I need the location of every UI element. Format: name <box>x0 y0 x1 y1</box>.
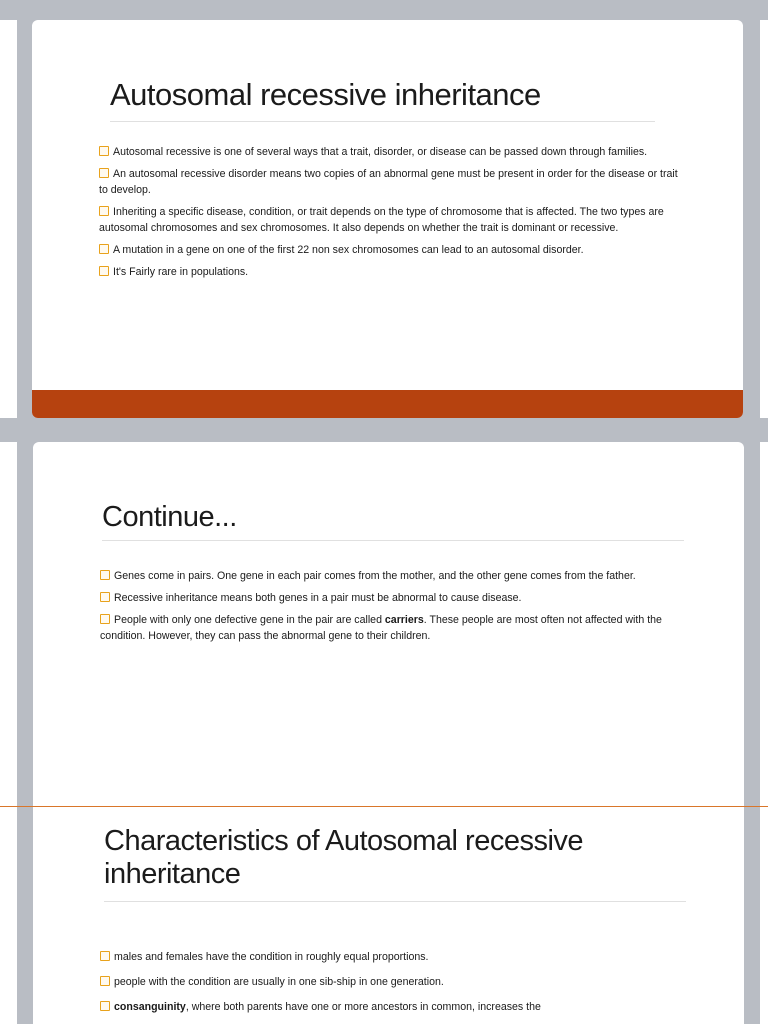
checkbox-bullet-icon <box>99 244 109 254</box>
carriers-term: carriers <box>384 614 424 626</box>
slide-title: Continue... <box>102 501 237 533</box>
checkbox-bullet-icon <box>100 592 110 602</box>
checkbox-bullet-icon <box>100 1001 110 1011</box>
list-item: males and females have the condition in roughly equal proportions. <box>100 949 690 965</box>
list-item: An autosomal recessive disorder means two copies of an abnormal gene must be present in order for the disease or trait to develop. <box>99 168 678 196</box>
slide-1[interactable] <box>32 20 743 418</box>
checkbox-bullet-icon <box>99 168 109 178</box>
checkbox-bullet-icon <box>100 614 110 624</box>
title-divider <box>102 540 684 541</box>
list-item: Inheriting a specific disease, condition, or trait depends on the type of chromosome that is affected. The two types are autosomal chromosomes and sex chromosomes. It also depends on whether the trait is dominant or recessive. <box>99 206 664 234</box>
list-item: It's Fairly rare in populations. <box>99 264 679 280</box>
list-item: A mutation in a gene on one of the first 22 non sex chromosomes can lead to an autosomal disorder. <box>99 242 679 258</box>
bullet-list <box>99 144 679 286</box>
title-divider <box>104 901 686 902</box>
next-slide-edge-2[interactable] <box>760 442 768 1024</box>
title-divider <box>110 121 655 122</box>
list-item: People with only one defective gene in the pair are called carriers. These people are most often not affected with the condition. However, they can pass the abnormal gene to their children. <box>100 614 662 642</box>
checkbox-bullet-icon <box>99 266 109 276</box>
checkbox-bullet-icon <box>100 570 110 580</box>
list-item: Autosomal recessive is one of several ways that a trait, disorder, or disease can be passed down through families. <box>99 144 679 160</box>
prev-slide-edge-2[interactable] <box>0 442 17 1024</box>
checkbox-bullet-icon <box>99 206 109 216</box>
slide-3[interactable] <box>33 807 744 1024</box>
consanguinity-term: consanguinity <box>114 1001 186 1013</box>
list-item: consanguinity, where both parents have one or more ancestors in common, increases the <box>100 999 690 1015</box>
slide-2[interactable] <box>33 442 744 806</box>
slide-footer-band <box>32 390 743 418</box>
bullet-list <box>100 949 690 1021</box>
slide-title: Characteristics of Autosomal recessive inheritance <box>104 825 584 890</box>
checkbox-bullet-icon <box>100 976 110 986</box>
bullet-list <box>100 568 690 650</box>
list-item: people with the condition are usually in one sib-ship in one generation. <box>100 974 690 990</box>
list-item: Genes come in pairs. One gene in each pair comes from the mother, and the other gene comes from the father. <box>100 568 690 584</box>
checkbox-bullet-icon <box>99 146 109 156</box>
next-slide-edge[interactable] <box>760 20 768 418</box>
prev-slide-edge[interactable] <box>0 20 17 418</box>
list-item: Recessive inheritance means both genes in a pair must be abnormal to cause disease. <box>100 590 690 606</box>
checkbox-bullet-icon <box>100 951 110 961</box>
slide-title: Autosomal recessive inheritance <box>110 77 541 112</box>
